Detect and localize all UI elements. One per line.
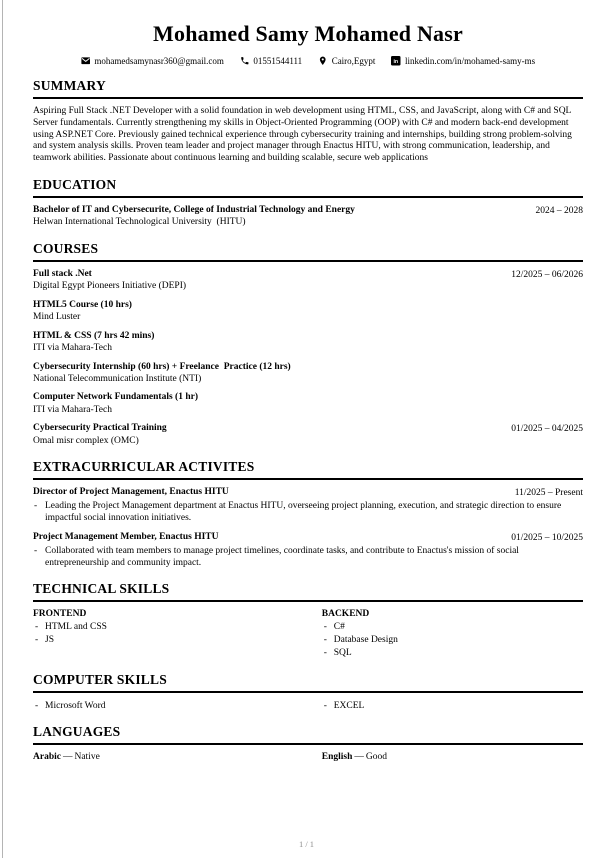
course-entry-left [33,331,154,355]
page-number: 1 / 1 [298,839,315,849]
technical-skills-heading: TECHNICAL SKILLS [33,581,583,602]
extracurricular-dates: 01/2025 – 10/2025 [511,533,583,544]
contact-location-text: Cairo,Egypt [331,56,376,66]
course-org: Digital Egypt Pioneers Initiative (DEPI) [33,281,187,292]
course-entry [33,331,583,355]
backend-column [322,609,583,659]
languages-columns [33,752,583,762]
contact-phone[interactable] [240,56,302,66]
contact-linkedin[interactable] [391,56,535,66]
course-org: ITI via Mahara-Tech [33,405,112,416]
course-entry [33,423,583,447]
course-org: Mind Luster [33,312,81,323]
language-level: Good [365,752,388,763]
language-item [322,752,583,762]
section-languages [33,724,583,762]
extracurricular-role: Project Management Member, Enactus HITU [33,532,219,543]
phone-icon [240,56,250,66]
course-entry-left [33,423,167,447]
location-icon [318,56,328,66]
page-title: Mohamed Samy Mohamed Nasr [153,21,463,46]
extracurricular-role: Director of Project Management, Enactus HITU [33,487,229,498]
extracurricular-entry-head [33,487,583,499]
course-entry-left [33,300,132,324]
skill-item: - Database Design [322,634,583,647]
computer-skills-left [33,700,322,713]
extracurricular-heading: EXTRACURRICULAR ACTIVITES [33,459,583,480]
education-dates: 2024 – 2028 [535,205,583,216]
language-level: Native [74,752,100,763]
course-dates: 01/2025 – 04/2025 [511,424,583,435]
course-title: Cybersecurity Internship (60 hrs) + Freelance Practice (12 hrs) [33,361,291,372]
contact-location [318,56,375,66]
course-entry-left [33,392,198,416]
extracurricular-dates: 11/2025 – Present [514,488,583,499]
course-entry [33,392,583,416]
education-degree: Bachelor of IT and Cybersecurite, College of Industrial Technology and Energy [33,204,355,215]
extracurricular-entry [33,487,583,524]
course-title: HTML5 Course (10 hrs) [33,299,132,310]
contact-row [33,56,583,66]
language-name: English [321,752,353,763]
language-separator: — [62,752,73,763]
course-entry [33,362,583,386]
skill-item: - Microsoft Word [33,700,322,713]
skill-item: - C# [322,621,583,634]
language-separator: — [354,752,364,763]
course-title: Cybersecurity Practical Training [33,423,167,434]
course-org: Omal misr complex (OMC) [33,435,139,446]
contact-email-text: mohamedsamynasr360@gmail.com [94,56,224,66]
section-courses [33,241,583,448]
skill-item: - HTML and CSS [33,621,322,634]
email-icon [81,56,91,66]
contact-phone-text: 01551544111 [253,56,303,66]
course-dates: 12/2025 – 06/2026 [511,269,583,280]
section-technical-skills [33,581,583,659]
frontend-column [33,609,322,659]
course-entry [33,300,583,324]
course-title: HTML & CSS (7 hrs 42 mins) [33,330,155,341]
summary-text: Aspiring Full Stack .NET Developer with a solid foundation in web development using HTML, CSS, and JavaScript, along with C# and SQL Server fundamentals. Currently strengthening my skills in Object-Oriented Programming (OOP) with C# and modern back-end development using ASP.NET Core. Previously gained technical experience through cybersecurity training and internships, building strong problem-solving and system analysis skills. Proven team leader and project manager through Enactus HITU, with strong communication, leadership, and teamwork abilities. Passionate about continuous learning and building scalable, secure web applications [33,106,575,164]
languages-heading: LANGUAGES [33,724,583,745]
course-entry-left [33,362,291,386]
extracurricular-entry-head [33,532,583,544]
course-org: ITI via Mahara-Tech [33,343,112,354]
education-entry [33,205,583,229]
skill-item: - JS [33,634,322,647]
course-entry [33,269,583,293]
frontend-label: FRONTEND [33,609,87,620]
education-school: Helwan International Technological University (HITU) [33,217,246,228]
computer-skills-heading: COMPUTER SKILLS [33,672,583,693]
svg-text:in: in [393,59,399,66]
extracurricular-bullet: - Leading the Project Management department at Enactus HITU, overseeing project planning, execution, and strategic direction to ensure impactful social innovation initiatives. [33,500,583,524]
section-education [33,177,583,229]
summary-heading: SUMMARY [33,78,583,99]
extracurricular-bullet: - Collaborated with team members to manage project timelines, coordinate tasks, and contribute to Enactus's mission of social entrepreneurship and community impact. [33,545,583,569]
language-name: Arabic [33,752,61,763]
course-title: Computer Network Fundamentals (1 hr) [33,392,199,403]
contact-linkedin-text: linkedin.com/in/mohamed-samy-ms [404,56,536,66]
technical-skills-columns [33,609,583,659]
contact-email[interactable] [81,56,224,66]
courses-heading: COURSES [33,241,583,262]
computer-skills-right [322,700,583,713]
education-entry-left [33,205,355,229]
skill-item: - SQL [322,647,583,660]
skill-item: - EXCEL [322,700,583,713]
section-computer-skills [33,672,583,713]
course-title: Full stack .Net [33,268,92,279]
course-entry-left [33,269,186,293]
education-heading: EDUCATION [33,177,583,198]
linkedin-icon [391,56,401,66]
extracurricular-entry [33,532,583,569]
course-org: National Telecommunication Institute (NTI) [33,374,202,385]
language-item [33,752,322,762]
section-summary [33,78,583,165]
computer-skills-columns [33,700,583,713]
backend-label: BACKEND [321,609,370,620]
section-extracurricular [33,459,583,569]
